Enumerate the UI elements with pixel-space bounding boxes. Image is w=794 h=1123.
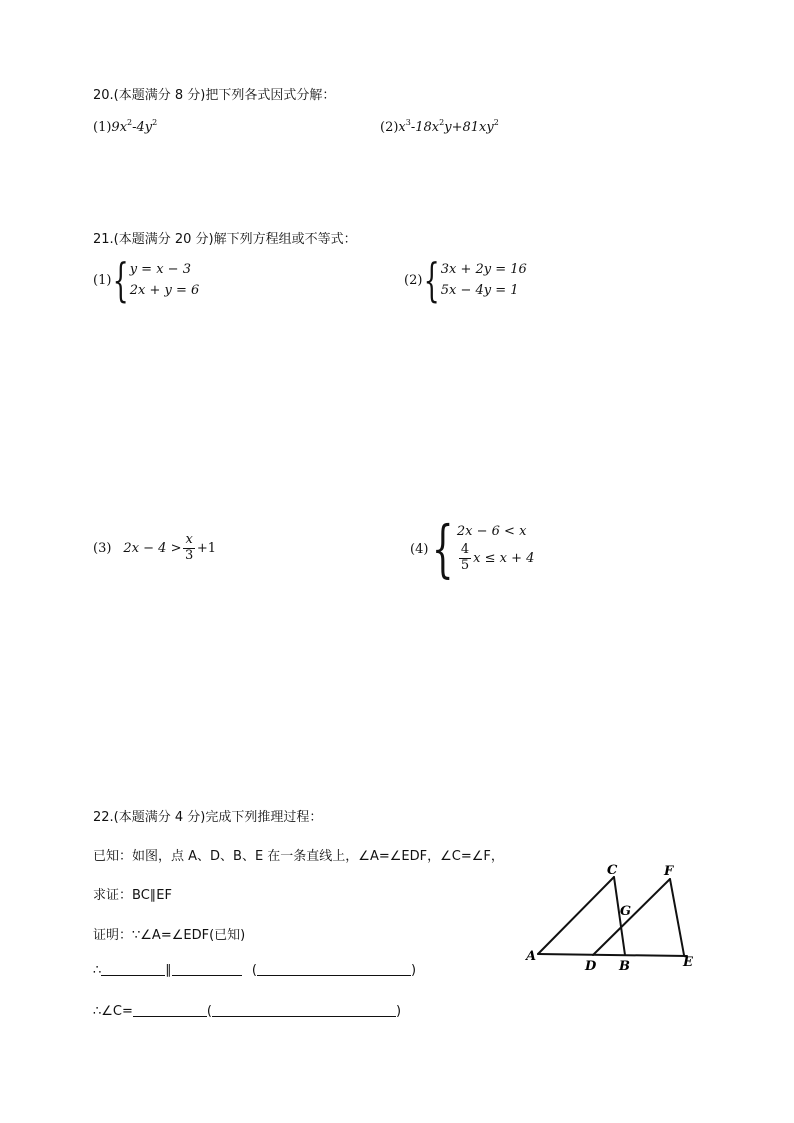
segment-fe bbox=[670, 879, 684, 955]
parallel-symbol: ∥ bbox=[165, 963, 172, 978]
fraction bbox=[459, 543, 471, 574]
therefore-angle-c: ∴∠C= bbox=[93, 1004, 133, 1019]
q21-part3-label: (3) bbox=[93, 540, 112, 556]
line-ae bbox=[538, 954, 687, 956]
label-c: C bbox=[607, 863, 618, 878]
q21-part3-right: +1 bbox=[196, 540, 216, 556]
q20-part1-term-a: 9x bbox=[111, 120, 128, 135]
blank-field-reason-2[interactable] bbox=[212, 1003, 396, 1017]
close-paren: ) bbox=[395, 1004, 402, 1019]
open-paren: ( bbox=[206, 1004, 212, 1019]
q20-part2 bbox=[380, 120, 499, 135]
left-brace-icon: { bbox=[432, 512, 454, 585]
open-paren: ( bbox=[251, 963, 257, 978]
q21-part2-eq1: 3x + 2y = 16 bbox=[440, 262, 527, 277]
q21-part1-eq2: 2x + y = 6 bbox=[129, 283, 200, 298]
q21-heading: 21.(本题满分 20 分)解下列方程组或不等式： bbox=[93, 232, 357, 247]
q21-part4-ineq1: 2x − 6 < x bbox=[456, 524, 527, 540]
q21-part2-eq2: 5x − 4y = 1 bbox=[440, 283, 519, 298]
q20-part1-term-b: -4y bbox=[132, 120, 153, 135]
fraction-numerator: 4 bbox=[460, 542, 470, 558]
q20-part1-exp-b: 2 bbox=[152, 118, 158, 127]
q20-part1-exp-a: 2 bbox=[127, 118, 133, 127]
label-a: A bbox=[526, 949, 537, 964]
label-b: B bbox=[619, 959, 630, 974]
equation-system bbox=[441, 262, 527, 298]
fraction-denominator: 3 bbox=[185, 547, 194, 563]
q20-part2-exp-3: 2 bbox=[493, 118, 499, 127]
triangle-figure bbox=[520, 858, 710, 976]
q22-prove: 求证：BC∥EF bbox=[93, 888, 172, 903]
equation-system bbox=[130, 262, 200, 298]
segment-ac bbox=[538, 877, 614, 954]
q21-part4-ineq2 bbox=[457, 543, 535, 574]
blank-field-reason-1[interactable] bbox=[257, 962, 411, 976]
q20-part1-label: (1) bbox=[93, 120, 112, 135]
fraction bbox=[183, 533, 194, 564]
q20-part1 bbox=[93, 120, 157, 135]
close-paren: ) bbox=[411, 963, 417, 978]
figure-lines bbox=[538, 877, 687, 956]
q22-proof-line3 bbox=[93, 1003, 401, 1019]
label-e: E bbox=[683, 955, 693, 970]
therefore-symbol: ∴ bbox=[93, 963, 102, 978]
q22-heading: 22.(本题满分 4 分)完成下列推理过程： bbox=[93, 810, 323, 825]
q21-part1 bbox=[93, 253, 200, 307]
left-brace-icon: { bbox=[424, 253, 441, 307]
q22-proof-line1: 证明：∵∠A=∠EDF(已知) bbox=[93, 928, 246, 943]
fraction-numerator: x bbox=[185, 532, 193, 547]
q22-given: 已知：如图，点 A、D、B、E 在一条直线上，∠A=∠EDF，∠C=∠F， bbox=[93, 849, 504, 864]
blank-field-3[interactable] bbox=[133, 1003, 207, 1017]
q21-part4 bbox=[410, 512, 535, 585]
q20-part2-exp-1: 3 bbox=[405, 118, 411, 127]
q21-part1-eq1: y = x − 3 bbox=[129, 262, 191, 277]
q20-heading: 20.(本题满分 8 分)把下列各式因式分解： bbox=[93, 88, 336, 103]
q20-part2-exp-2: 2 bbox=[439, 118, 445, 127]
fraction-denominator: 5 bbox=[460, 558, 470, 573]
segment-df bbox=[593, 879, 670, 955]
q20-part2-label: (2) bbox=[380, 120, 399, 135]
q21-part2 bbox=[404, 253, 527, 307]
q21-part3 bbox=[93, 533, 216, 564]
q21-part1-label: (1) bbox=[93, 272, 112, 288]
q21-part4-ineq2-rest: x ≤ x + 4 bbox=[473, 551, 535, 566]
q21-part3-left: 2x − 4 > bbox=[123, 540, 182, 556]
left-brace-icon: { bbox=[113, 253, 130, 307]
q20-part2-term-1: x bbox=[398, 120, 406, 135]
q21-part4-label: (4) bbox=[410, 541, 429, 557]
q22-proof-line2 bbox=[93, 962, 416, 978]
inequality-system bbox=[457, 524, 535, 574]
q20-part2-term-3: y+81xy bbox=[444, 120, 494, 135]
q20-part2-term-2: -18x bbox=[410, 120, 440, 135]
q21-part2-label: (2) bbox=[404, 272, 423, 288]
blank-field-2[interactable] bbox=[172, 962, 242, 976]
label-g: G bbox=[620, 904, 632, 919]
blank-field-1[interactable] bbox=[101, 962, 165, 976]
label-f: F bbox=[664, 864, 674, 879]
label-d: D bbox=[585, 959, 597, 974]
